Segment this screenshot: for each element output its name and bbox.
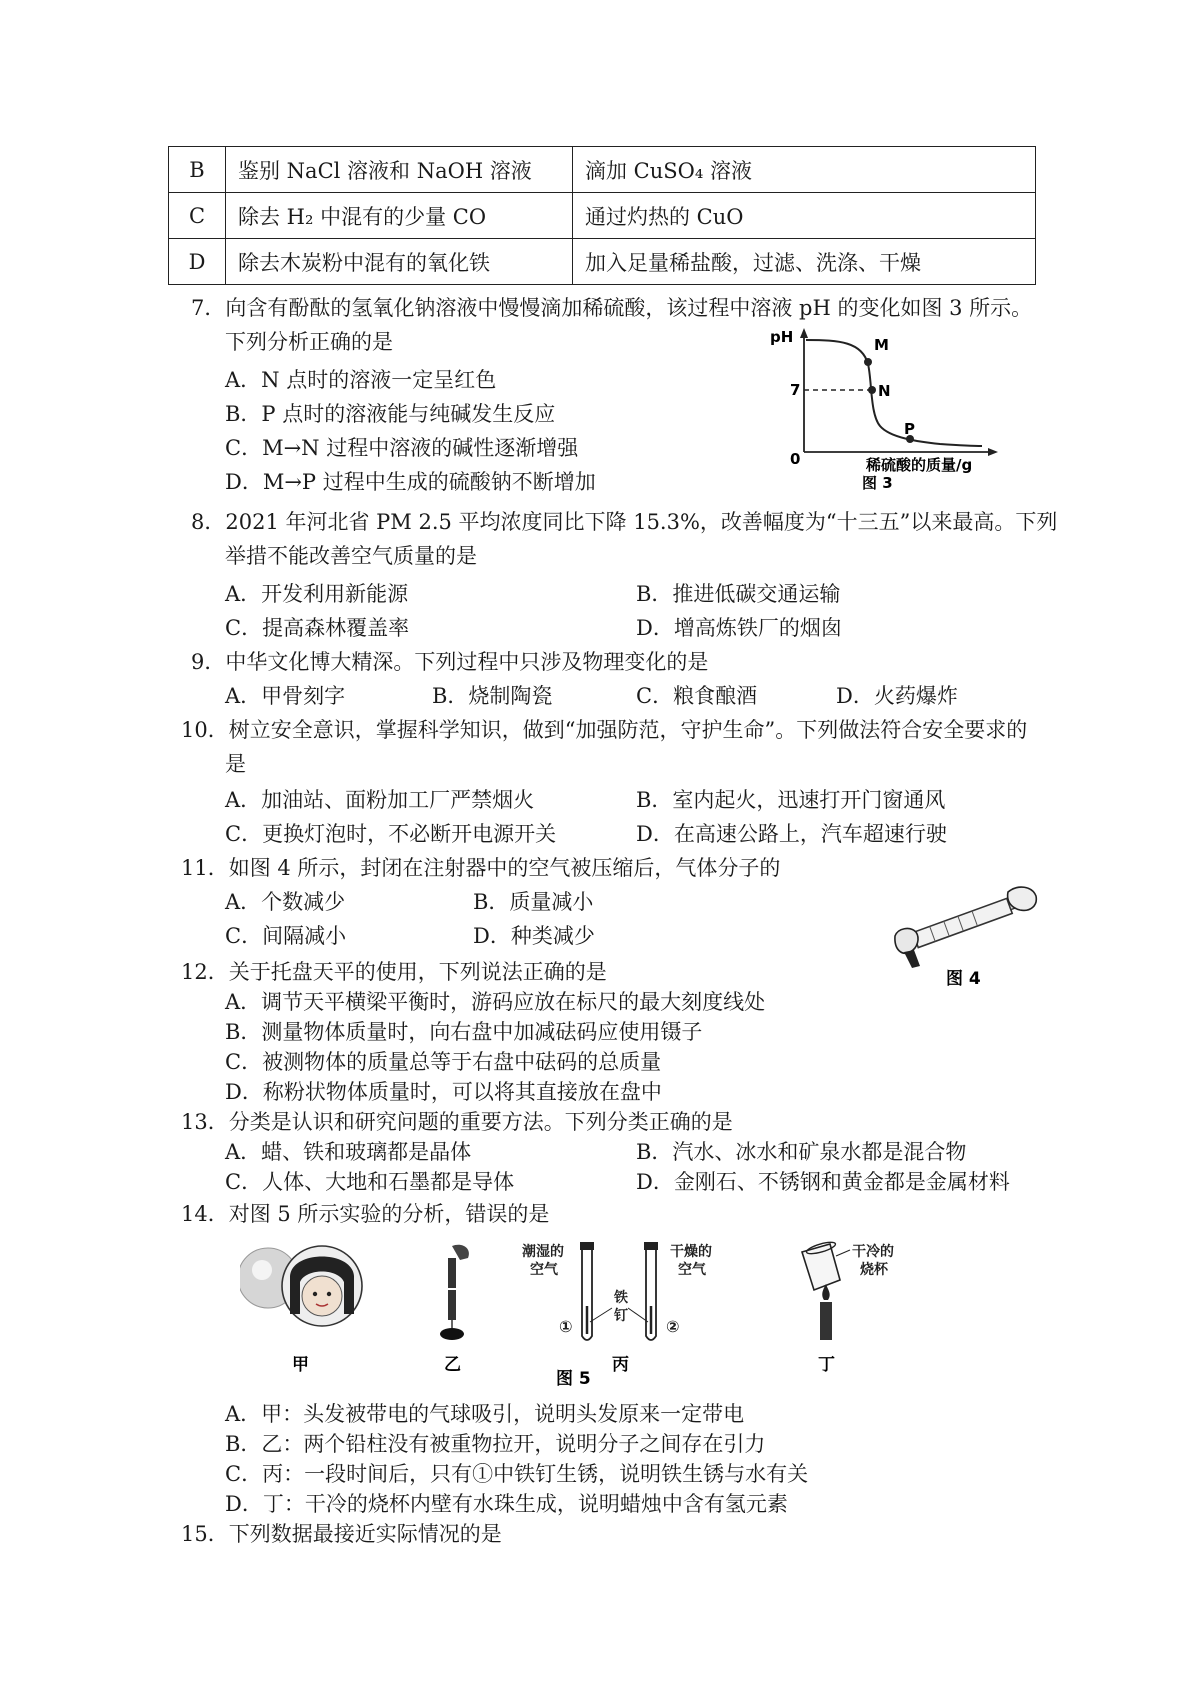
question-12-option-d: D．称粉状物体质量时，可以将其直接放在盘中	[225, 1080, 662, 1104]
figure-3-point-m: M	[874, 336, 889, 354]
question-10-stem-2: 是	[225, 752, 246, 776]
figure-3-ylabel: pH	[770, 328, 794, 346]
figure-5-nail-2: 钉	[614, 1308, 628, 1324]
table-row	[169, 147, 1036, 193]
question-12-option-c: C．被测物体的质量总等于右盘中砝码的总质量	[225, 1050, 662, 1074]
table-cell-label: C	[169, 193, 226, 239]
figure-5-nail-1: 铁	[614, 1290, 628, 1306]
figure-5-wet-air-1: 潮湿的	[522, 1244, 564, 1260]
question-9-option-a: A．甲骨刻字	[225, 684, 346, 708]
figure-3-xlabel: 稀硫酸的质量/g	[866, 456, 973, 474]
question-9-option-d: D．火药爆炸	[836, 684, 958, 708]
figure-5-experiments	[240, 1236, 970, 1386]
table-row	[169, 239, 1036, 285]
figure-5-yi-image	[440, 1245, 469, 1340]
figure-5-jia-image	[240, 1246, 362, 1326]
question-15-stem: 15．下列数据最接近实际情况的是	[181, 1522, 502, 1546]
question-14-option-a: A．甲：头发被带电的气球吸引，说明头发原来一定带电	[225, 1402, 745, 1426]
question-13-stem: 13．分类是认识和研究问题的重要方法。下列分类正确的是	[181, 1110, 733, 1134]
question-7-option-c: C．M→N 过程中溶液的碱性逐渐增强	[225, 436, 579, 460]
figure-3-origin: 0	[790, 450, 801, 468]
table-row	[169, 193, 1036, 239]
figure-5-label-jia: 甲	[292, 1355, 309, 1375]
question-14-option-d: D．丁：干冷的烧杯内壁有水珠生成，说明蜡烛中含有氢元素	[225, 1492, 788, 1516]
question-8-option-c: C．提高森林覆盖率	[225, 616, 410, 640]
table-cell-task: 除去木炭粉中混有的氧化铁	[226, 239, 573, 285]
question-12-stem: 12．关于托盘天平的使用，下列说法正确的是	[181, 960, 607, 984]
question-7-option-d: D．M→P 过程中生成的硫酸钠不断增加	[225, 470, 596, 494]
question-14-option-c: C．丙：一段时间后，只有①中铁钉生锈，说明铁生锈与水有关	[225, 1462, 809, 1486]
figure-4-syringe	[890, 876, 1040, 990]
figure-3-point-p: P	[904, 420, 915, 438]
question-13-option-a: A．蜡、铁和玻璃都是晶体	[225, 1140, 472, 1164]
figure-5-bing-image	[522, 1242, 712, 1340]
question-10-option-d: D．在高速公路上，汽车超速行驶	[636, 822, 947, 846]
figure-4-caption: 图 4	[946, 969, 981, 989]
question-7-option-b: B．P 点时的溶液能与纯碱发生反应	[225, 402, 556, 426]
question-10-option-c: C．更换灯泡时，不必断开电源开关	[225, 822, 557, 846]
question-8-option-d: D．增高炼铁厂的烟囱	[636, 616, 842, 640]
question-11-stem: 11．如图 4 所示，封闭在注射器中的空气被压缩后，气体分子的	[181, 856, 781, 880]
question-13-option-d: D．金刚石、不锈钢和黄金都是金属材料	[636, 1170, 1010, 1194]
figure-5-ding-image	[802, 1240, 894, 1340]
question-11-option-b: B．质量减小	[473, 890, 594, 914]
question-11-option-d: D．种类减少	[473, 924, 595, 948]
question-7-stem-2: 下列分析正确的是	[225, 330, 393, 354]
table-cell-task: 除去 H₂ 中混有的少量 CO	[226, 193, 573, 239]
figure-5-tube-1: ①	[559, 1317, 573, 1336]
figure-5-tube-2: ②	[666, 1317, 680, 1336]
figure-5-cold-beaker-2: 烧杯	[860, 1262, 888, 1278]
question-10-stem: 10．树立安全意识，掌握科学知识，做到“加强防范，守护生命”。下列做法符合安全要求的	[181, 718, 1028, 742]
question-7-stem: 7．向含有酚酞的氢氧化钠溶液中慢慢滴加稀硫酸，该过程中溶液 pH 的变化如图 3 所示。	[191, 296, 1033, 320]
table-cell-label: B	[169, 147, 226, 193]
question-9-stem: 9．中华文化博大精深。下列过程中只涉及物理变化的是	[191, 650, 709, 674]
figure-5-caption: 图 5	[556, 1369, 591, 1386]
question-8-stem-2: 举措不能改善空气质量的是	[225, 544, 477, 568]
question-12-option-b: B．测量物体质量时，向右盘中加减砝码应使用镊子	[225, 1020, 703, 1044]
question-8-stem: 8．2021 年河北省 PM 2.5 平均浓度同比下降 15.3%，改善幅度为“十三五”以来最高。下列	[191, 510, 1058, 534]
question-11-option-a: A．个数减少	[225, 890, 346, 914]
question-14-stem: 14．对图 5 所示实验的分析，错误的是	[181, 1202, 550, 1226]
question-9-option-b: B．烧制陶瓷	[432, 684, 553, 708]
figure-3-ph-curve	[770, 324, 1000, 490]
table-cell-method: 通过灼热的 CuO	[573, 193, 1036, 239]
table-cell-label: D	[169, 239, 226, 285]
question-10-option-a: A．加油站、面粉加工厂严禁烟火	[225, 788, 535, 812]
question-9-option-c: C．粮食酿酒	[636, 684, 758, 708]
question-10-option-b: B．室内起火，迅速打开门窗通风	[636, 788, 946, 812]
question-8-option-a: A．开发利用新能源	[225, 582, 409, 606]
question-11-option-c: C．间隔减小	[225, 924, 347, 948]
figure-5-label-bing: 丙	[612, 1355, 629, 1375]
question-8-option-b: B．推进低碳交通运输	[636, 582, 841, 606]
figure-5-label-ding: 丁	[818, 1355, 835, 1375]
figure-5-cold-beaker-1: 干冷的	[852, 1244, 894, 1260]
figure-5-dry-air-2: 空气	[678, 1262, 706, 1278]
question-13-option-c: C．人体、大地和石墨都是导体	[225, 1170, 515, 1194]
figure-3-caption: 图 3	[862, 474, 893, 490]
table-cell-method: 滴加 CuSO₄ 溶液	[573, 147, 1036, 193]
figure-5-wet-air-2: 空气	[530, 1262, 558, 1278]
figure-5-label-yi: 乙	[444, 1355, 461, 1375]
options-table	[168, 146, 1036, 285]
table-cell-method: 加入足量稀盐酸，过滤、洗涤、干燥	[573, 239, 1036, 285]
question-13-option-b: B．汽水、冰水和矿泉水都是混合物	[636, 1140, 967, 1164]
question-7-option-a: A．N 点时的溶液一定呈红色	[225, 368, 497, 392]
figure-5-dry-air-1: 干燥的	[670, 1244, 712, 1260]
question-12-option-a: A．调节天平横梁平衡时，游码应放在标尺的最大刻度线处	[225, 990, 766, 1014]
figure-3-y7: 7	[790, 381, 801, 399]
figure-3-point-n: N	[878, 382, 891, 400]
table-cell-task: 鉴别 NaCl 溶液和 NaOH 溶液	[226, 147, 573, 193]
question-14-option-b: B．乙：两个铅柱没有被重物拉开，说明分子之间存在引力	[225, 1432, 766, 1456]
